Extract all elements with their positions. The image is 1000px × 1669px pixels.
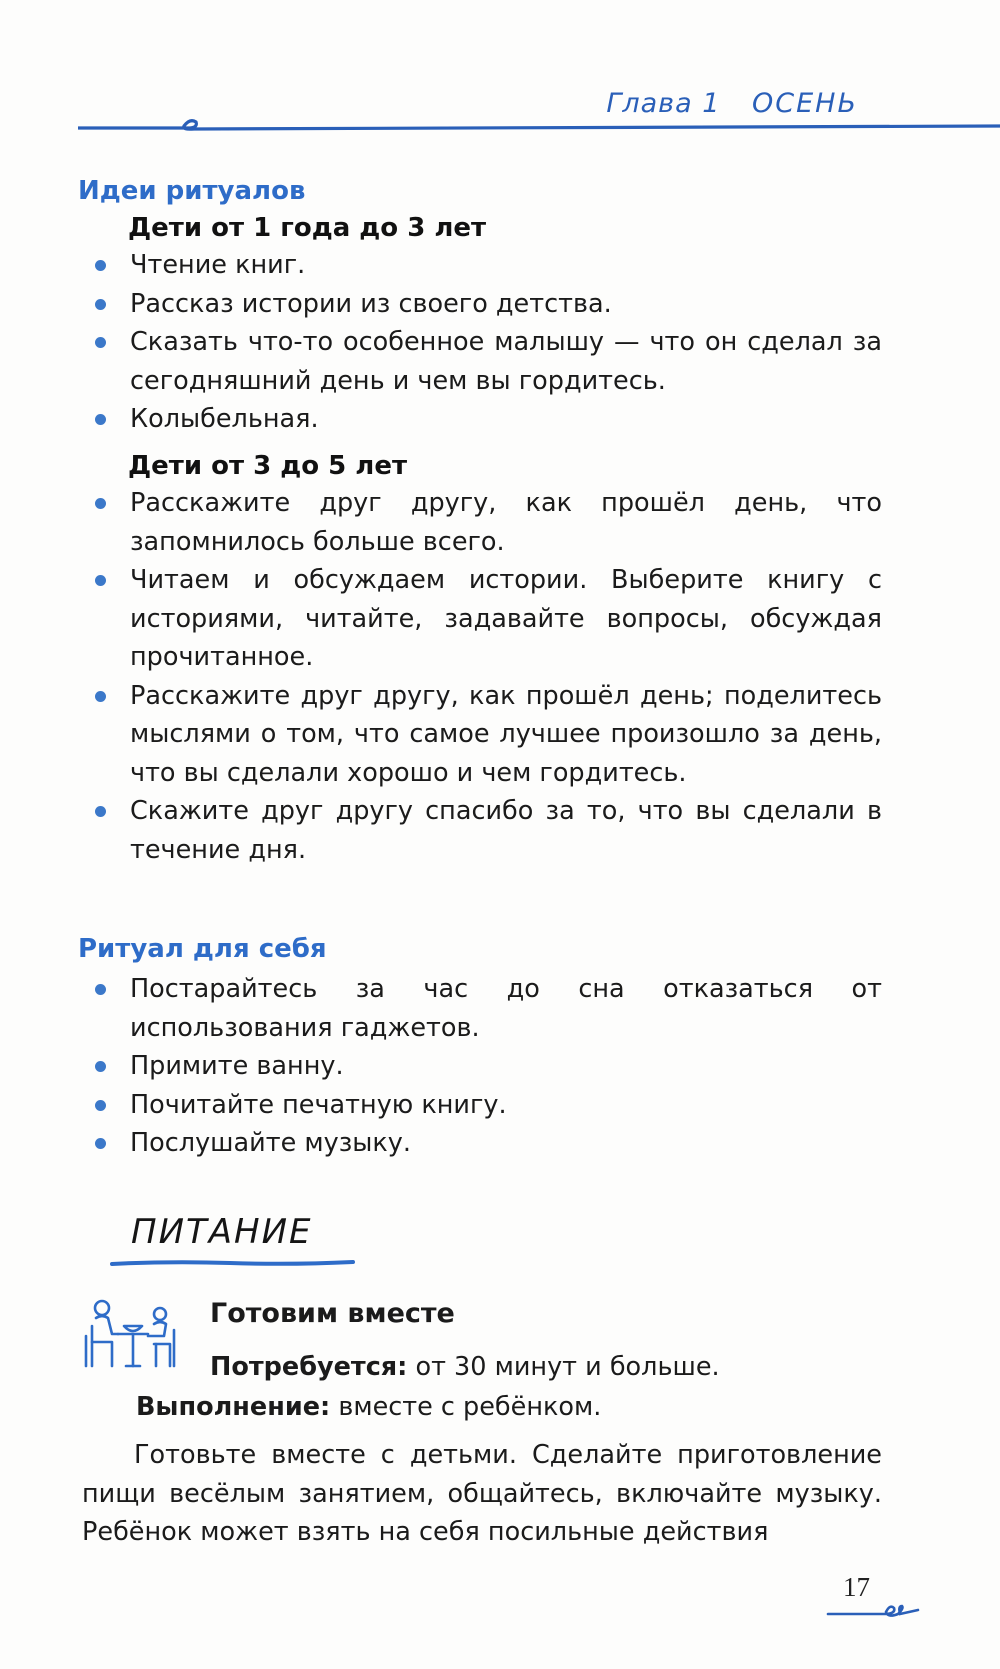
- requires-line: [210, 1352, 720, 1382]
- list-item: Почитайте печатную книгу.: [0, 1086, 882, 1125]
- list-item: Рассказ истории из своего детства.: [0, 285, 882, 324]
- list-item: Скажите друг другу спасибо за то, что вы сделали в течение дня.: [0, 792, 882, 869]
- list-item: Чтение книг.: [0, 246, 882, 285]
- bullet-icon: [95, 337, 106, 348]
- list-item: Расскажите друг другу, как прошёл день, что запомнилось больше всего.: [0, 484, 882, 561]
- bullet-icon: [95, 498, 106, 509]
- execution-value: вместе с ребёнком.: [338, 1392, 602, 1422]
- list-item: Колыбельная.: [0, 400, 882, 439]
- bullet-icon: [95, 414, 106, 425]
- self-ritual-heading: Ритуал для себя: [78, 934, 327, 964]
- requires-value: от 30 минут и больше.: [415, 1352, 720, 1382]
- family-dinner-icon: [82, 1296, 182, 1368]
- running-header: [606, 88, 858, 119]
- age-group-1-title: Дети от 1 года до 3 лет: [128, 213, 487, 243]
- bullet-icon: [95, 806, 106, 817]
- rituals-heading: Идеи ритуалов: [78, 176, 306, 206]
- age-group-2-title: Дети от 3 до 5 лет: [128, 451, 408, 481]
- execution-label: Выполнение:: [136, 1392, 331, 1422]
- list-item: Сказать что-то особенное малышу — что он сделал за сегодняшний день и чем вы гордитесь.: [0, 323, 882, 400]
- chapter-label: Глава 1: [606, 88, 721, 119]
- self-ritual-list: [0, 970, 1000, 1163]
- list-item: Постарайтесь за час до сна отказаться от использования гаджетов.: [0, 970, 882, 1047]
- activity-paragraph: Готовьте вместе с детьми. Сделайте приготовление пищи весёлым занятием, общайтесь, включайте музыку. Ребёнок может взять на себя посильные действия: [82, 1440, 882, 1547]
- footer-rule: [826, 1600, 922, 1620]
- bullet-icon: [95, 1138, 106, 1149]
- page-number: 17: [843, 1572, 870, 1602]
- bullet-icon: [95, 691, 106, 702]
- bullet-icon: [95, 984, 106, 995]
- requires-label: Потребуется:: [210, 1352, 408, 1382]
- nutrition-title: ПИТАНИЕ: [131, 1212, 313, 1252]
- execution-line: [136, 1392, 601, 1422]
- header-rule: [78, 116, 1000, 146]
- list-item: Расскажите друг другу, как прошёл день; поделитесь мыслями о том, что самое лучшее произошло за день, что вы сделали хорошо и чем гордитесь.: [0, 677, 882, 793]
- activity-title: Готовим вместе: [210, 1298, 455, 1329]
- nutrition-rule: [110, 1255, 355, 1271]
- list-item: Читаем и обсуждаем истории. Выберите книгу с историями, читайте, задавайте вопросы, обсуждая прочитанное.: [0, 561, 882, 677]
- bullet-icon: [95, 1061, 106, 1072]
- age-group-1-list: [0, 246, 1000, 439]
- age-group-2-list: [0, 484, 1000, 869]
- bullet-icon: [95, 1100, 106, 1111]
- bullet-icon: [95, 260, 106, 271]
- bullet-icon: [95, 575, 106, 586]
- season-label: ОСЕНЬ: [752, 88, 858, 119]
- bullet-icon: [95, 299, 106, 310]
- list-item: Послушайте музыку.: [0, 1124, 882, 1163]
- list-item: Примите ванну.: [0, 1047, 882, 1086]
